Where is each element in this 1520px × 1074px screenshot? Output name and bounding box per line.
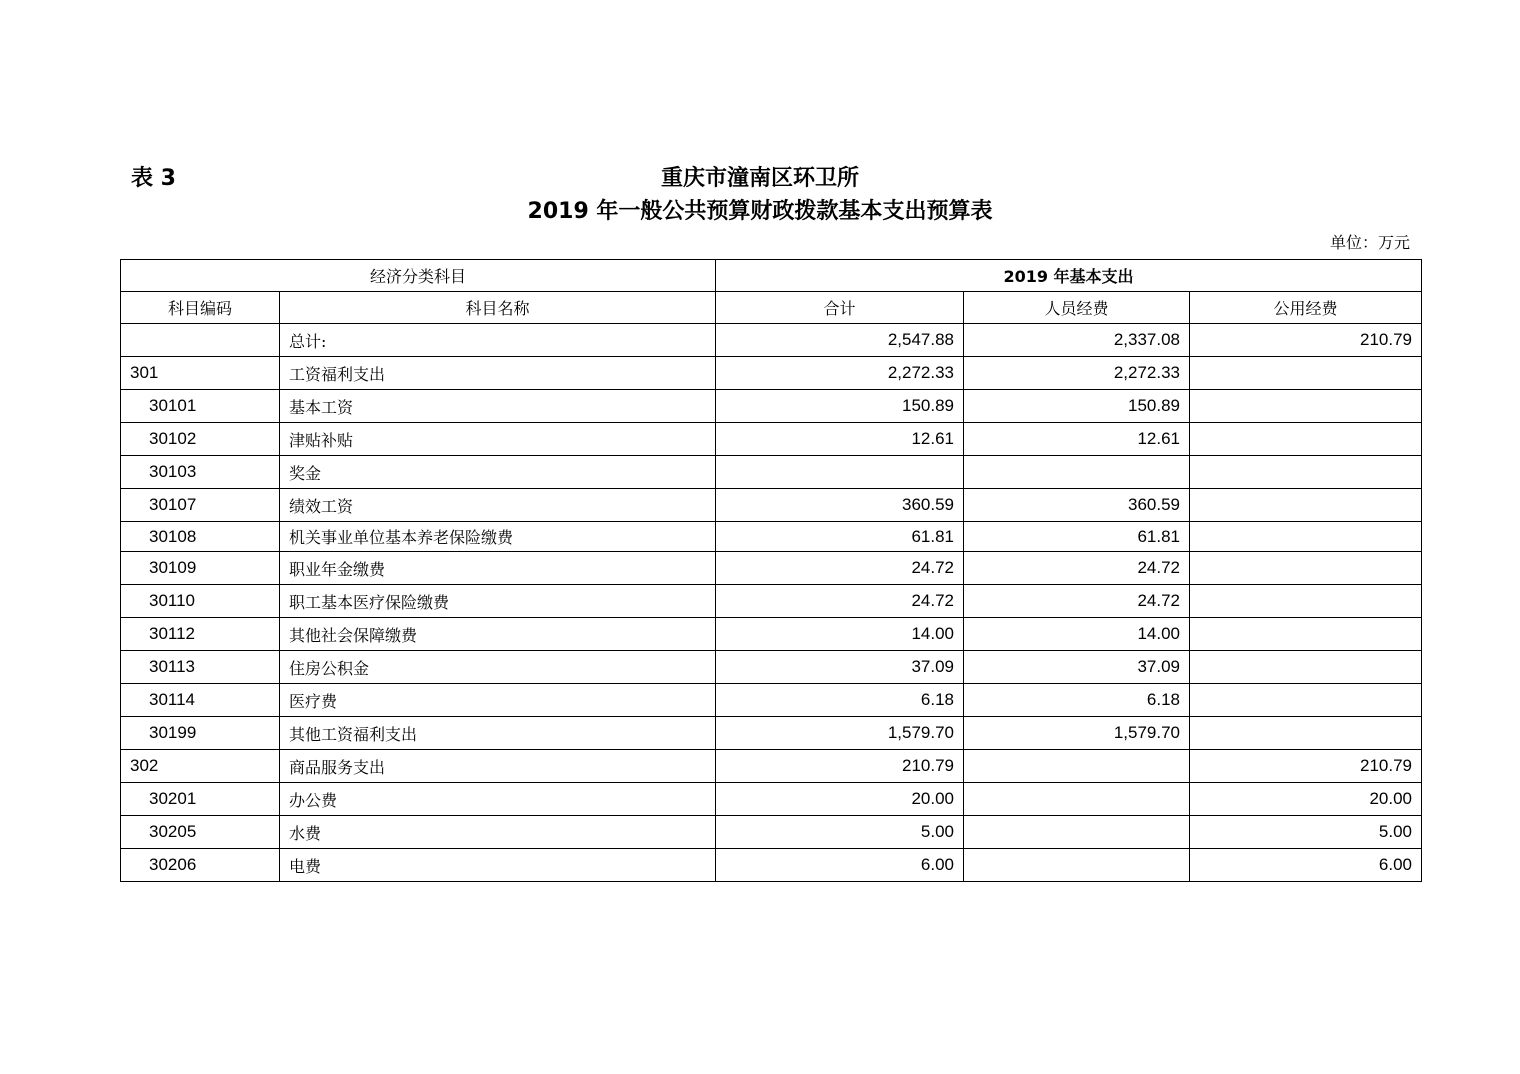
table-row — [121, 684, 1422, 717]
cell-public — [1190, 585, 1422, 618]
cell-name: 其他工资福利支出 — [280, 717, 716, 750]
cell-code: 30206 — [121, 849, 280, 882]
table-row — [121, 552, 1422, 585]
cell-code: 30110 — [121, 585, 280, 618]
cell-public — [1190, 423, 1422, 456]
cell-name: 绩效工资 — [280, 489, 716, 522]
cell-name: 住房公积金 — [280, 651, 716, 684]
cell-total: 20.00 — [716, 783, 964, 816]
table-row — [121, 357, 1422, 390]
cell-name: 奖金 — [280, 456, 716, 489]
cell-personnel: 2,337.08 — [964, 324, 1190, 357]
column-header-total: 合计 — [716, 292, 964, 324]
cell-total: 61.81 — [716, 522, 964, 552]
cell-total: 14.00 — [716, 618, 964, 651]
cell-name: 工资福利支出 — [280, 357, 716, 390]
table-body — [121, 324, 1422, 882]
cell-public: 20.00 — [1190, 783, 1422, 816]
cell-name: 水费 — [280, 816, 716, 849]
table-row — [121, 750, 1422, 783]
cell-public — [1190, 618, 1422, 651]
cell-code: 30107 — [121, 489, 280, 522]
table-row — [121, 849, 1422, 882]
column-header-personnel: 人员经费 — [964, 292, 1190, 324]
table-row — [121, 816, 1422, 849]
cell-public: 5.00 — [1190, 816, 1422, 849]
cell-total: 2,547.88 — [716, 324, 964, 357]
table-row — [121, 456, 1422, 489]
cell-public — [1190, 522, 1422, 552]
cell-code: 30102 — [121, 423, 280, 456]
cell-code: 302 — [121, 750, 280, 783]
group-header-economic-class: 经济分类科目 — [121, 260, 716, 292]
table-row — [121, 585, 1422, 618]
cell-total: 6.18 — [716, 684, 964, 717]
cell-name: 基本工资 — [280, 390, 716, 423]
cell-code: 30114 — [121, 684, 280, 717]
cell-total: 12.61 — [716, 423, 964, 456]
table-row — [121, 717, 1422, 750]
cell-personnel: 24.72 — [964, 552, 1190, 585]
cell-public — [1190, 717, 1422, 750]
cell-total: 210.79 — [716, 750, 964, 783]
cell-name: 其他社会保障缴费 — [280, 618, 716, 651]
cell-code: 30199 — [121, 717, 280, 750]
budget-table — [120, 259, 1422, 882]
table-row — [121, 522, 1422, 552]
cell-public: 210.79 — [1190, 324, 1422, 357]
cell-code: 30113 — [121, 651, 280, 684]
cell-personnel — [964, 816, 1190, 849]
cell-total: 24.72 — [716, 585, 964, 618]
page-title-unit — [0, 163, 1520, 195]
cell-name: 商品服务支出 — [280, 750, 716, 783]
cell-code: 30108 — [121, 522, 280, 552]
cell-code: 30101 — [121, 390, 280, 423]
cell-total: 6.00 — [716, 849, 964, 882]
cell-code: 30205 — [121, 816, 280, 849]
cell-total: 37.09 — [716, 651, 964, 684]
column-header-row — [121, 292, 1422, 324]
cell-personnel — [964, 750, 1190, 783]
table-row — [121, 390, 1422, 423]
title-line1: 重庆市潼南区环卫所 — [660, 166, 859, 191]
cell-personnel — [964, 456, 1190, 489]
group-header-row — [121, 260, 1422, 292]
column-header-name: 科目名称 — [280, 292, 716, 324]
cell-public — [1190, 489, 1422, 522]
table-row — [121, 489, 1422, 522]
cell-name: 医疗费 — [280, 684, 716, 717]
cell-code: 301 — [121, 357, 280, 390]
cell-name: 津贴补贴 — [280, 423, 716, 456]
cell-name: 总计: — [280, 324, 716, 357]
cell-personnel: 12.61 — [964, 423, 1190, 456]
unit-label: 单位：万元 — [1329, 233, 1410, 252]
cell-name: 职业年金缴费 — [280, 552, 716, 585]
cell-name: 电费 — [280, 849, 716, 882]
group-header-basic-expenditure: 2019 年基本支出 — [716, 260, 1422, 292]
cell-personnel: 150.89 — [964, 390, 1190, 423]
cell-total — [716, 456, 964, 489]
table-row — [121, 423, 1422, 456]
cell-code: 30201 — [121, 783, 280, 816]
cell-name: 机关事业单位基本养老保险缴费 — [280, 522, 716, 552]
cell-personnel: 360.59 — [964, 489, 1190, 522]
cell-total: 24.72 — [716, 552, 964, 585]
cell-public — [1190, 651, 1422, 684]
cell-public — [1190, 552, 1422, 585]
cell-personnel — [964, 783, 1190, 816]
cell-public — [1190, 357, 1422, 390]
column-header-public: 公用经费 — [1190, 292, 1422, 324]
table-label: 表 3 — [131, 166, 176, 191]
page-title: 2019 年一般公共预算财政拨款基本支出预算表 — [527, 199, 993, 224]
cell-code — [121, 324, 280, 357]
table-row — [121, 324, 1422, 357]
cell-public — [1190, 390, 1422, 423]
cell-total: 2,272.33 — [716, 357, 964, 390]
cell-personnel: 61.81 — [964, 522, 1190, 552]
cell-name: 办公费 — [280, 783, 716, 816]
cell-total: 150.89 — [716, 390, 964, 423]
cell-personnel — [964, 849, 1190, 882]
cell-personnel: 2,272.33 — [964, 357, 1190, 390]
table-row — [121, 783, 1422, 816]
cell-total: 1,579.70 — [716, 717, 964, 750]
table-row — [121, 651, 1422, 684]
cell-code: 30109 — [121, 552, 280, 585]
cell-total: 360.59 — [716, 489, 964, 522]
cell-name: 职工基本医疗保险缴费 — [280, 585, 716, 618]
cell-personnel: 24.72 — [964, 585, 1190, 618]
column-header-code: 科目编码 — [121, 292, 280, 324]
cell-code: 30103 — [121, 456, 280, 489]
cell-personnel: 14.00 — [964, 618, 1190, 651]
cell-code: 30112 — [121, 618, 280, 651]
cell-total: 5.00 — [716, 816, 964, 849]
cell-personnel: 37.09 — [964, 651, 1190, 684]
cell-personnel: 6.18 — [964, 684, 1190, 717]
cell-public: 210.79 — [1190, 750, 1422, 783]
cell-public — [1190, 456, 1422, 489]
cell-personnel: 1,579.70 — [964, 717, 1190, 750]
cell-public: 6.00 — [1190, 849, 1422, 882]
table-row — [121, 618, 1422, 651]
cell-public — [1190, 684, 1422, 717]
